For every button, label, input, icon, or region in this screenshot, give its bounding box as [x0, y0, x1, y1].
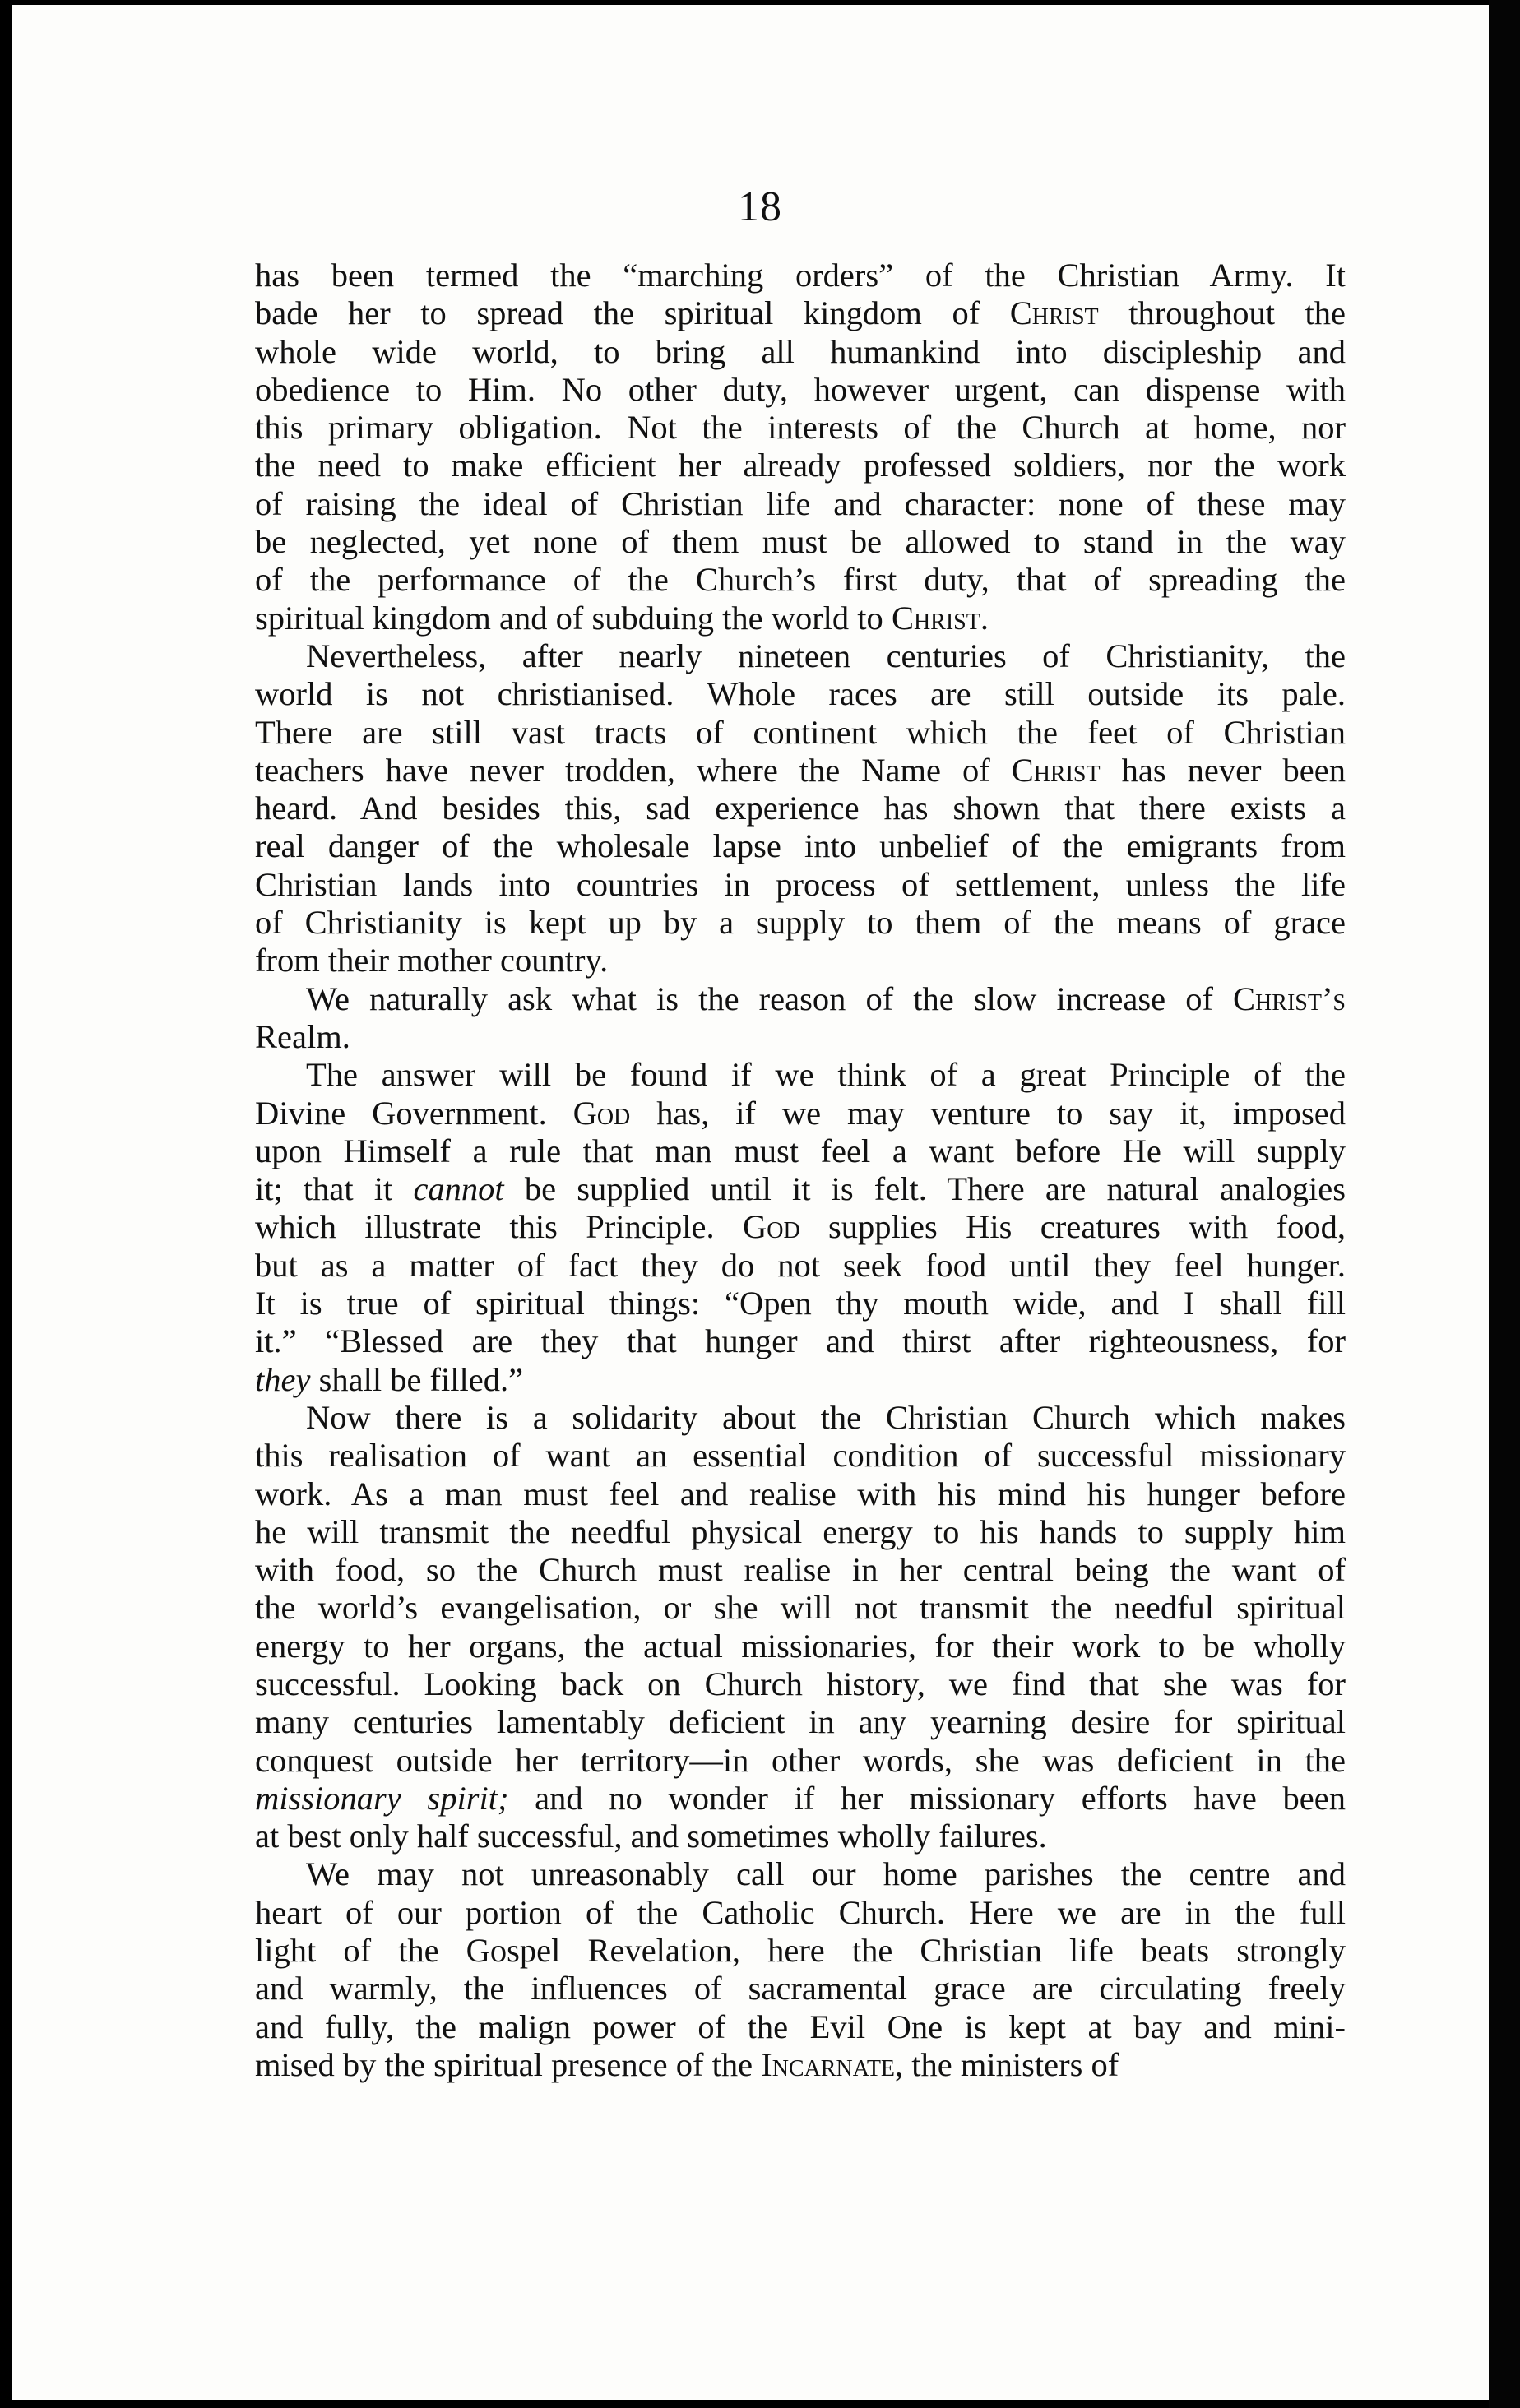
text-run: and no wonder if her missionary efforts have been: [508, 1779, 1346, 1817]
small-caps-run: God: [742, 1208, 800, 1246]
paragraph: [255, 637, 1346, 980]
text-line: [255, 942, 1346, 979]
text-run: at best only half successful, and sometimes wholly failures.: [255, 1818, 1047, 1855]
text-line: [255, 1247, 1346, 1285]
text-run: heard. And besides this, sad experience has shown that there exists a: [255, 790, 1346, 827]
text-line: [255, 561, 1346, 599]
text-line: [255, 714, 1346, 752]
paragraph: [255, 1855, 1346, 2084]
text-line: [255, 333, 1346, 371]
text-line: [255, 1780, 1346, 1818]
text-line: [255, 1208, 1346, 1246]
text-run: The answer will be found if we think of a great Principle of the: [306, 1056, 1346, 1094]
text-line: [255, 1475, 1346, 1513]
text-line: [255, 1056, 1346, 1094]
text-run: Nevertheless, after nearly nineteen centuries of Christianity, the: [306, 637, 1346, 674]
text-line: [255, 1285, 1346, 1322]
text-line: [255, 1095, 1346, 1132]
text-run: spiritual kingdom and of subduing the world to: [255, 599, 892, 637]
text-run: bade her to spread the spiritual kingdom of: [255, 294, 1010, 332]
paragraph: [255, 980, 1346, 1057]
text-run: and fully, the malign power of the Evil One is kept at bay and mini-: [255, 2007, 1346, 2045]
text-run: conquest outside her territory—in other words, she was deficient in the: [255, 1741, 1346, 1779]
text-run: of Christianity is kept up by a supply to them of the means of grace: [255, 904, 1346, 942]
text-run: many centuries lamentably deficient in any yearning desire for spiritual: [255, 1703, 1346, 1741]
small-caps-run: Christ’s: [1233, 979, 1346, 1017]
text-line: [255, 1894, 1346, 1932]
page-number: 18: [738, 183, 782, 230]
text-line: [255, 1589, 1346, 1627]
text-run: the need to make efficient her already professed soldiers, nor the work: [255, 447, 1346, 484]
text-run: be neglected, yet none of them must be allowed to stand in the way: [255, 523, 1346, 561]
text-run: with food, so the Church must realise in her central being the want of: [255, 1551, 1346, 1589]
text-line: [255, 2046, 1346, 2084]
text-line: [255, 485, 1346, 523]
text-line: [255, 904, 1346, 942]
text-run: world is not christianised. Whole races are still outside its pale.: [255, 675, 1346, 713]
text-line: [255, 1970, 1346, 2007]
small-caps-run: God: [572, 1094, 631, 1132]
text-run: of the performance of the Church’s first duty, that of spreading the: [255, 561, 1346, 599]
text-run: shall be filled.”: [310, 1360, 524, 1398]
paragraph: [255, 257, 1346, 637]
text-line: [255, 1742, 1346, 1780]
text-line: [255, 827, 1346, 865]
text-run: energy to her organs, the actual missionaries, for their work to be wholly: [255, 1627, 1346, 1665]
text-line: [255, 752, 1346, 790]
text-run: There are still vast tracts of continent which the feet of Christian: [255, 713, 1346, 751]
italic-run: they: [255, 1360, 311, 1398]
text-line: [255, 447, 1346, 484]
text-run: We naturally ask what is the reason of the slow increase of: [306, 979, 1234, 1017]
text-line: [255, 1132, 1346, 1170]
text-line: [255, 1170, 1346, 1208]
text-run: upon Himself a rule that man must feel a want before He will supply: [255, 1132, 1346, 1169]
text-run: It is true of spiritual things: “Open thy mouth wide, and I shall fill: [255, 1285, 1346, 1322]
paragraph: [255, 1056, 1346, 1399]
text-line: [255, 1018, 1346, 1056]
text-run: obedience to Him. No other duty, however urgent, can dispense with: [255, 370, 1346, 408]
text-run: Now there is a solidarity about the Christian Church which makes: [306, 1398, 1346, 1436]
text-run: Christian lands into countries in process of settlement, unless the life: [255, 865, 1346, 903]
text-line: [255, 675, 1346, 713]
text-line: [255, 637, 1346, 675]
text-line: [255, 1665, 1346, 1703]
text-run: We may not unreasonably call our home parishes the centre and: [306, 1855, 1346, 1893]
text-run: has, if we may venture to say it, imposed: [630, 1094, 1346, 1132]
text-line: [255, 1361, 1346, 1399]
text-run: and warmly, the influences of sacramental grace are circulating freely: [255, 1970, 1346, 2007]
italic-run: cannot: [413, 1170, 504, 1208]
text-run: which illustrate this Principle.: [255, 1208, 743, 1246]
text-run: throughout the: [1098, 294, 1346, 332]
text-line: [255, 409, 1346, 447]
text-run: he will transmit the needful physical energy to his hands to supply him: [255, 1512, 1346, 1550]
text-run: whole wide world, to bring all humankind into discipleship and: [255, 332, 1346, 370]
text-line: [255, 1818, 1346, 1855]
text-line: [255, 866, 1346, 904]
text-line: [255, 1322, 1346, 1360]
text-run: real danger of the wholesale lapse into unbelief of the emigrants from: [255, 827, 1346, 865]
small-caps-run: Christ: [1009, 294, 1099, 332]
text-line: [255, 1437, 1346, 1475]
book-spine-edge: [1489, 0, 1520, 2408]
text-line: [255, 1628, 1346, 1665]
text-run: this primary obligation. Not the interests of the Church at home, nor: [255, 409, 1346, 447]
text-run: heart of our portion of the Catholic Church. Here we are in the full: [255, 1893, 1346, 1931]
text-run: light of the Gospel Revelation, here the Christian life beats strongly: [255, 1932, 1346, 1970]
text-run: mised by the spiritual presence of the: [255, 2045, 762, 2083]
text-line: [255, 257, 1346, 294]
small-caps-run: Christ: [1011, 751, 1101, 789]
text-line: [255, 2008, 1346, 2046]
text-line: [255, 1399, 1346, 1437]
text-run: but as a matter of fact they do not seek food until they feel hunger.: [255, 1246, 1346, 1284]
paragraph: [255, 1399, 1346, 1856]
text-run: this realisation of want an essential condition of successful missionary: [255, 1437, 1346, 1475]
text-line: [255, 790, 1346, 827]
text-run: the world’s evangelisation, or she will not transmit the needful spiritual: [255, 1589, 1346, 1627]
text-run: Realm.: [255, 1017, 350, 1055]
text-run: supplies His creatures with food,: [799, 1208, 1346, 1246]
text-line: [255, 1855, 1346, 1893]
text-line: [255, 294, 1346, 332]
text-run: successful. Looking back on Church history, we find that she was for: [255, 1665, 1346, 1702]
text-run: of raising the ideal of Christian life and character: none of these may: [255, 484, 1346, 522]
text-line: [255, 1551, 1346, 1589]
text-run: from their mother country.: [255, 942, 609, 979]
small-caps-run: Incarnate: [761, 2045, 896, 2083]
text-run: , the ministers of: [895, 2045, 1119, 2083]
text-line: [255, 1703, 1346, 1741]
body-text: [255, 257, 1346, 2084]
text-line: [255, 523, 1346, 561]
text-line: [255, 600, 1346, 637]
italic-run: missionary spirit;: [255, 1779, 509, 1817]
small-caps-run: Christ: [891, 599, 980, 637]
text-run: work. As a man must feel and realise with his mind his hunger before: [255, 1475, 1346, 1512]
text-run: has never been: [1100, 751, 1346, 789]
text-run: .: [980, 599, 989, 637]
text-run: be supplied until it is felt. There are natural analogies: [503, 1170, 1346, 1208]
text-line: [255, 371, 1346, 409]
text-run: Divine Government.: [255, 1094, 573, 1132]
text-run: it.” “Blessed are they that hunger and thirst after righteousness, for: [255, 1322, 1346, 1360]
text-run: has been termed the “marching orders” of the Christian Army. It: [255, 257, 1346, 294]
text-run: it; that it: [255, 1170, 414, 1208]
text-line: [255, 980, 1346, 1018]
text-run: teachers have never trodden, where the Name of: [255, 751, 1012, 789]
text-line: [255, 1932, 1346, 1970]
text-line: [255, 1513, 1346, 1551]
